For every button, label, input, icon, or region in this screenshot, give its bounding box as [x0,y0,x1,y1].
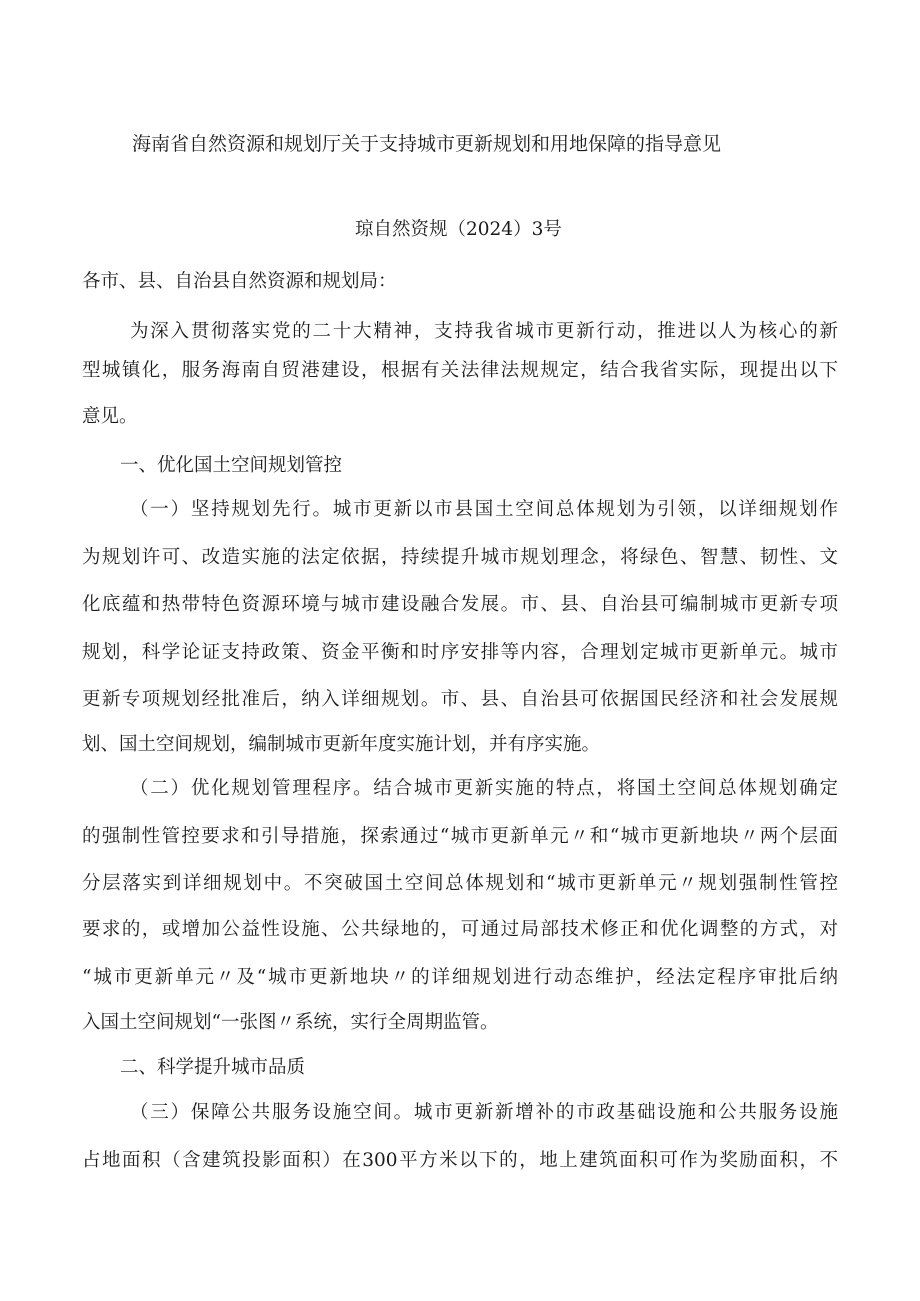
item1-line: 化底蕴和热带特色资源环境与城市建设融合发展。市、县、自治县可编制城市更新专项 [82,594,838,615]
item2-line: 要求的，或增加公益性设施、公共绿地的，可通过局部技术修正和优化调整的方式，对 [82,919,838,940]
addressee: 各市、县、自治县自然资源和规划局： [82,271,397,292]
item1-line: （一）坚持规划先行。城市更新以市县国土空间总体规划为引领，以详细规划作 [130,499,838,520]
intro-line: 意见。 [82,406,138,427]
item2-line: 入国土空间规划“一张图〃系统，实行全周期监管。 [82,1012,499,1033]
item1-line: 为规划许可、改造实施的法定依据，持续提升城市规划理念，将绿色、智慧、韧性、文 [82,547,838,568]
item2-line: （二）优化规划管理程序。结合城市更新实施的特点，将国土空间总体规划确定 [130,778,838,799]
item3-line: 占地面积（含建筑投影面积）在300平方米以下的，地上建筑面积可作为奖励面积，不 [82,1150,838,1171]
item1-line: 划、国土空间规划，编制城市更新年度实施计划，并有序实施。 [82,734,601,755]
section-heading: 二、科学提升城市品质 [120,1057,306,1078]
item2-line: 分层落实到详细规划中。不突破国土空间总体规划和“城市更新单元〃规划强制性管控 [82,873,838,894]
item3-line: （三）保障公共服务设施空间。城市更新新增补的市政基础设施和公共服务设施 [130,1102,838,1123]
document-title: 海南省自然资源和规划厅关于支持城市更新规划和用地保障的指导意见 [132,133,722,155]
item2-line: 的强制性管控要求和引导措施，探索通过“城市更新单元〃和“城市更新地块〃两个层面 [82,826,838,847]
item1-line: 更新专项规划经批准后，纳入详细规划。市、县、自治县可依据国民经济和社会发展规 [82,689,838,710]
intro-line: 型城镇化，服务海南自贸港建设，根据有关法律法规规定，结合我省实际，现提出以下 [82,360,838,381]
document-number: 琼自然资规（2024）3号 [355,219,562,240]
item1-line: 规划，科学论证支持政策、资金平衡和时序安排等内容，合理划定城市更新单元。城市 [82,642,838,663]
item2-line: “城市更新单元〃及“城市更新地块〃的详细规划进行动态维护，经法定程序审批后纳 [82,967,838,988]
intro-line: 为深入贯彻落实党的二十大精神，支持我省城市更新行动，推进以人为核心的新 [130,321,838,342]
section-heading: 一、优化国土空间规划管控 [120,455,343,476]
